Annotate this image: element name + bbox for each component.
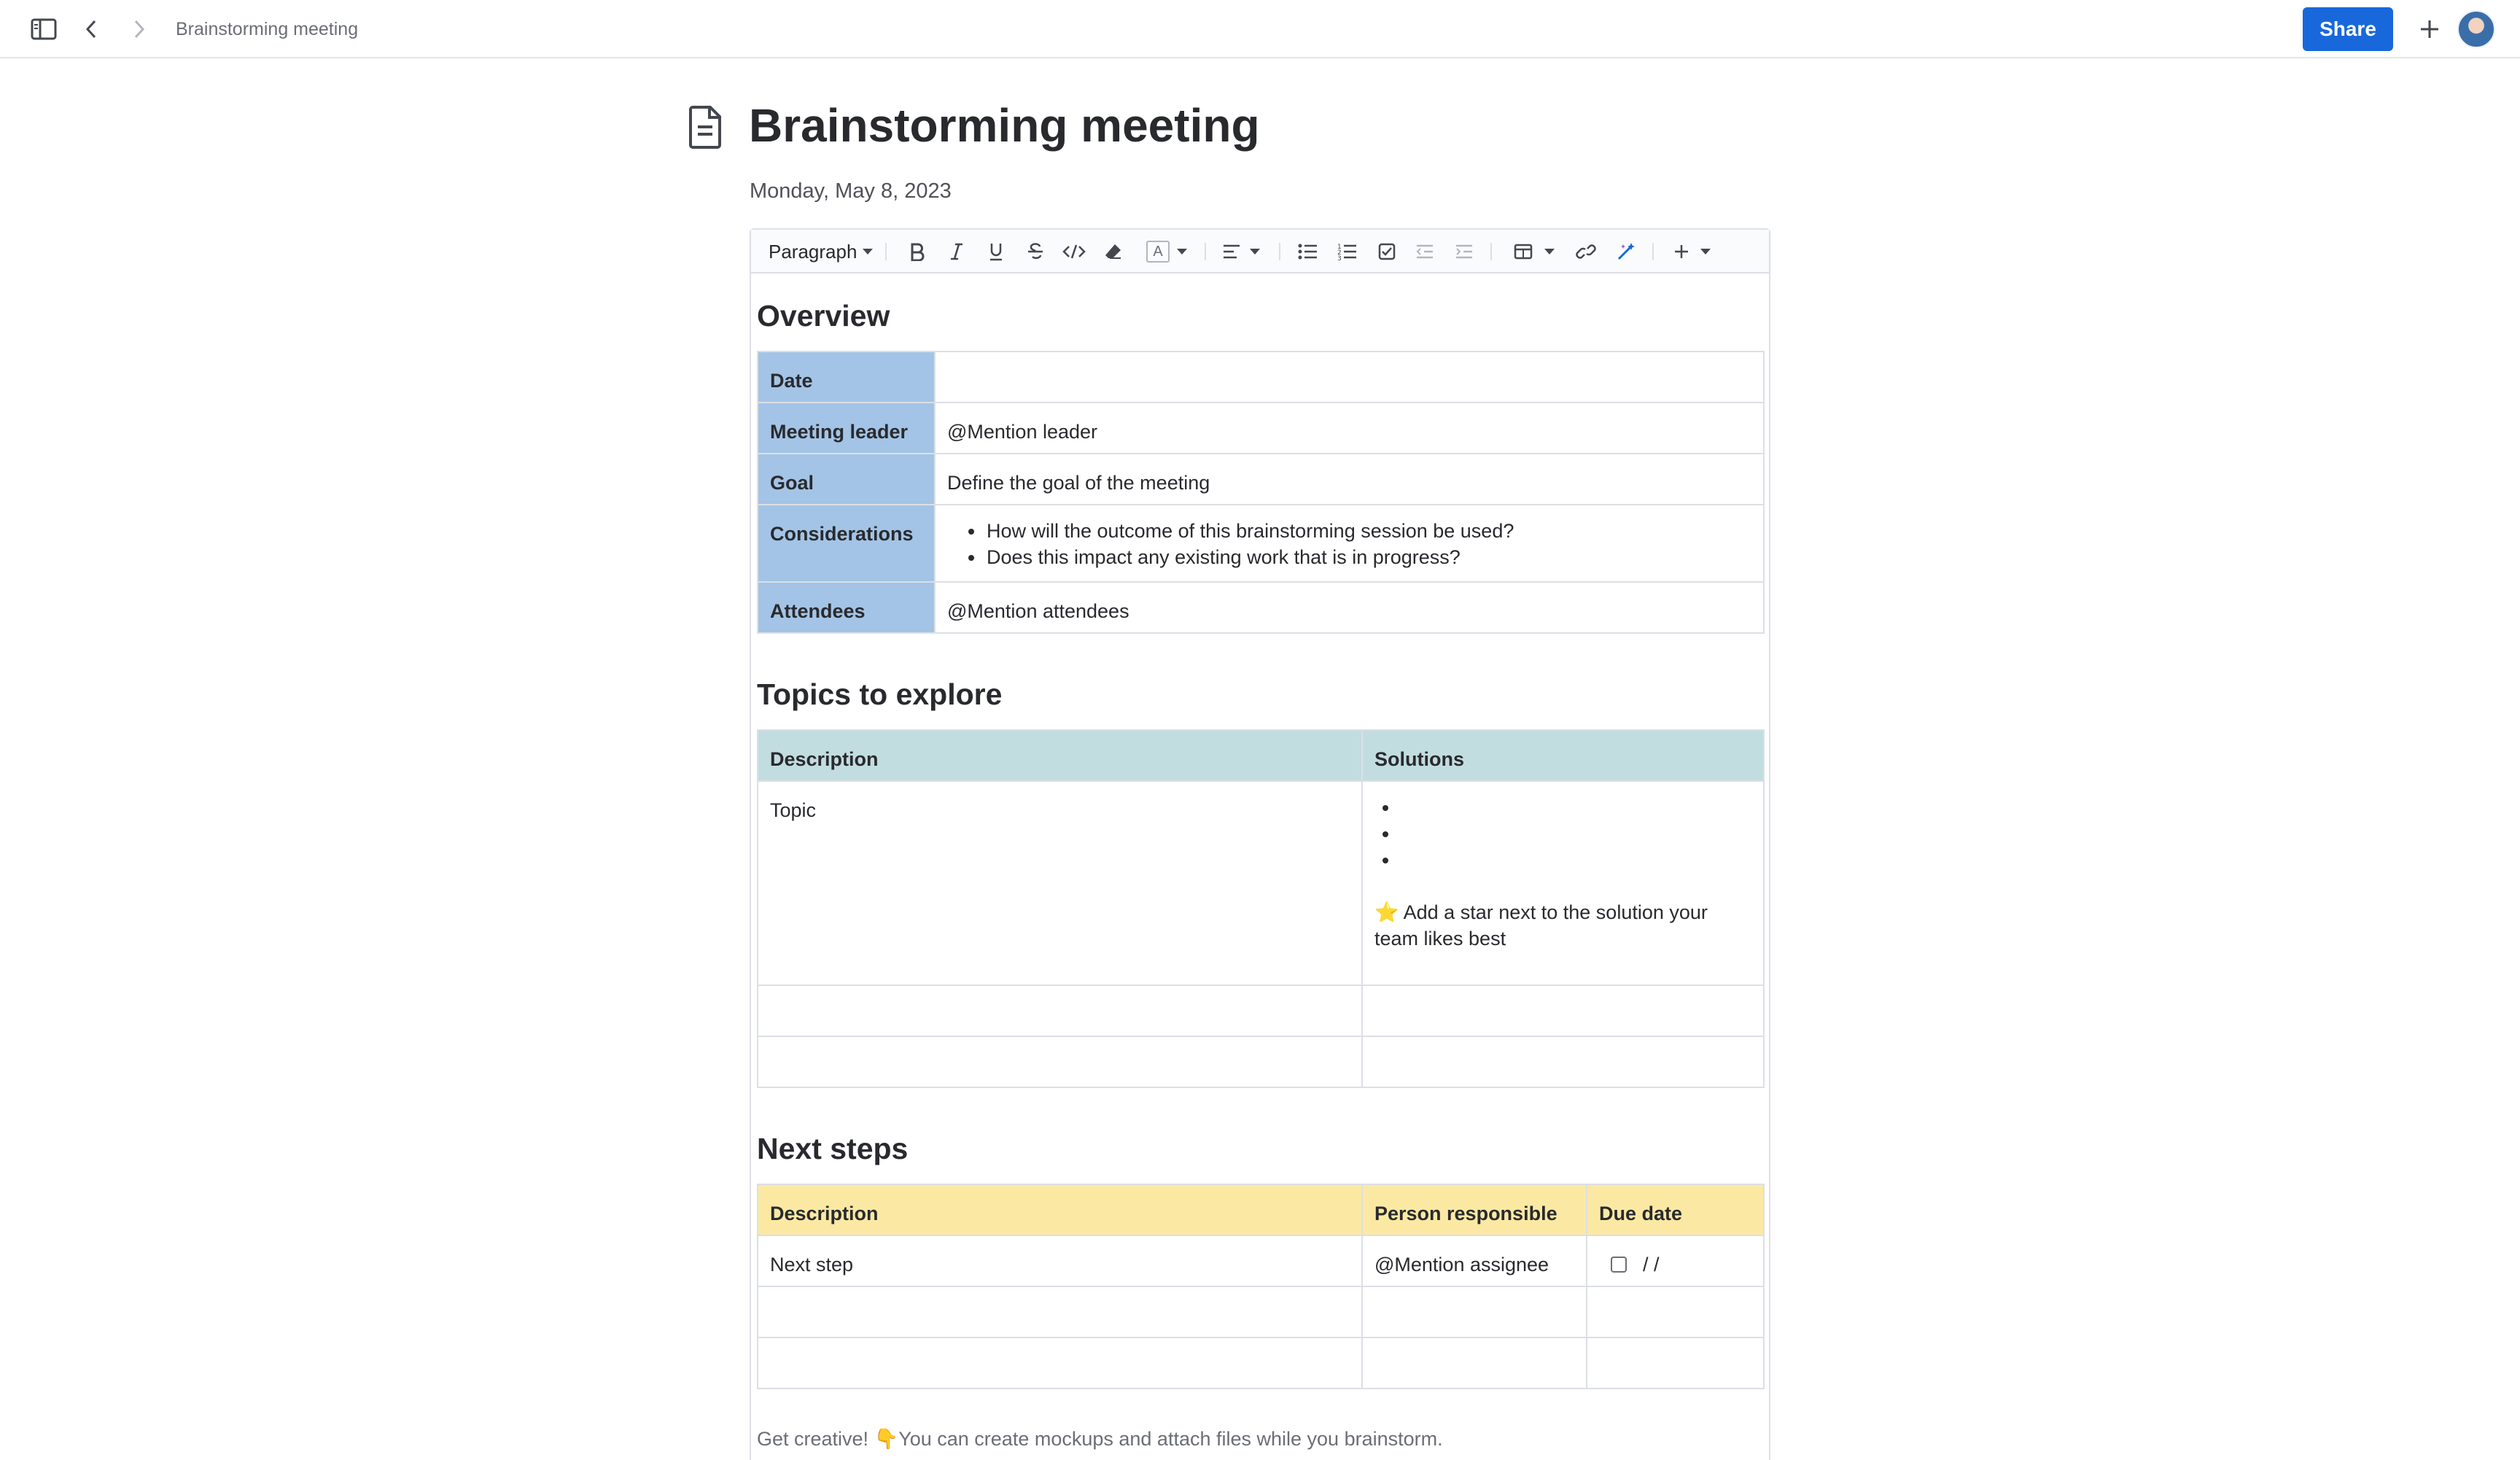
table-header-cell[interactable]: Goal	[758, 454, 935, 505]
table-cell[interactable]: @Mention attendees	[935, 582, 1764, 633]
table-icon	[1514, 244, 1533, 260]
text-color-swatch: A	[1146, 241, 1170, 263]
table-row	[758, 985, 1764, 1036]
table-cell[interactable]	[1362, 1337, 1587, 1389]
table-header-cell[interactable]: Due date	[1587, 1184, 1764, 1235]
table-row	[758, 505, 1764, 582]
table-cell[interactable]	[935, 352, 1764, 403]
page-date: Monday, May 8, 2023	[750, 179, 952, 203]
table-header-cell[interactable]: Solutions	[1362, 730, 1764, 781]
chevron-down-icon	[863, 248, 873, 255]
table-cell[interactable]	[758, 985, 1362, 1036]
topics-table	[757, 729, 1765, 1088]
table-header-cell[interactable]: Description	[758, 1184, 1362, 1235]
table-cell[interactable]	[1587, 1337, 1764, 1389]
table-cell[interactable]	[1362, 1286, 1587, 1337]
page-title[interactable]: Brainstorming meeting	[749, 99, 1260, 152]
chevron-down-icon	[1250, 248, 1260, 255]
toolbar-divider	[1205, 243, 1206, 260]
table-row	[758, 1235, 1764, 1286]
table-cell[interactable]: Next step	[758, 1235, 1362, 1286]
table-header-cell[interactable]: Considerations	[758, 505, 935, 582]
table-cell[interactable]	[1587, 1235, 1764, 1286]
table-header-cell[interactable]: Attendees	[758, 582, 935, 633]
link-icon[interactable]	[1574, 240, 1598, 263]
considerations-list	[947, 505, 1751, 570]
paragraph-style-label: Paragraph	[769, 241, 858, 263]
table-cell[interactable]: @Mention leader	[935, 403, 1764, 454]
toolbar-divider	[1652, 243, 1654, 260]
numbered-list-icon[interactable]	[1336, 240, 1359, 263]
table-cell[interactable]	[1362, 781, 1764, 985]
table-row	[758, 582, 1764, 633]
star-note: ⭐ Add a star next to the solution your team likes best	[1374, 901, 1708, 950]
table-cell[interactable]	[1362, 1036, 1764, 1087]
svg-text:3: 3	[1337, 255, 1342, 260]
next-steps-heading[interactable]: Next steps	[757, 1132, 909, 1165]
alignment-dropdown[interactable]	[1218, 240, 1264, 263]
top-bar	[0, 0, 2520, 58]
align-left-icon	[1222, 244, 1241, 260]
chevron-down-icon	[1544, 248, 1555, 255]
toolbar-divider	[1490, 243, 1492, 260]
toolbar-divider	[1279, 243, 1280, 260]
table-row	[758, 454, 1764, 505]
footer-note[interactable]: Get creative! 👇You can create mockups and attach files while you brainstorm.	[757, 1428, 1443, 1450]
table-header-cell[interactable]: Person responsible	[1362, 1184, 1587, 1235]
list-item[interactable]	[1399, 820, 1751, 847]
clear-formatting-icon[interactable]	[1101, 240, 1124, 263]
plus-icon	[1673, 243, 1690, 260]
table-row	[758, 352, 1764, 403]
due-date-checkbox[interactable]	[1611, 1257, 1627, 1273]
list-item: • How will the outcome of this brainstorming session be used?	[985, 518, 1751, 544]
indent-icon[interactable]	[1452, 240, 1476, 263]
insert-dropdown[interactable]	[1668, 240, 1715, 263]
strikethrough-icon[interactable]	[1024, 240, 1047, 263]
due-date-value[interactable]: / /	[1643, 1254, 1660, 1275]
code-icon[interactable]	[1061, 240, 1087, 263]
chevron-down-icon	[1700, 248, 1711, 255]
overview-heading[interactable]: Overview	[757, 299, 890, 333]
table-cell[interactable]	[758, 1286, 1362, 1337]
chevron-down-icon	[1177, 248, 1187, 255]
svg-text:2: 2	[1337, 249, 1342, 257]
forward-icon[interactable]	[128, 15, 150, 44]
table-cell[interactable]	[1587, 1286, 1764, 1337]
table-row	[758, 1337, 1764, 1389]
list-item[interactable]	[1399, 794, 1751, 820]
table-cell[interactable]: Define the goal of the meeting	[935, 454, 1764, 505]
table-dropdown[interactable]	[1509, 240, 1559, 263]
table-row	[758, 403, 1764, 454]
table-row	[758, 1286, 1764, 1337]
table-cell[interactable]: Topic	[758, 781, 1362, 985]
bold-icon[interactable]	[906, 240, 929, 263]
outdent-icon[interactable]	[1413, 240, 1436, 263]
italic-icon[interactable]	[945, 240, 968, 263]
table-header-cell[interactable]: Date	[758, 352, 935, 403]
avatar[interactable]	[2457, 10, 2495, 48]
underline-icon[interactable]	[984, 240, 1008, 263]
table-cell[interactable]	[935, 505, 1764, 582]
svg-text:1: 1	[1337, 244, 1342, 251]
breadcrumb[interactable]: Brainstorming meeting	[176, 19, 359, 39]
back-icon[interactable]	[80, 15, 102, 44]
list-item: • Does this impact any existing work that is in progress?	[985, 544, 1751, 570]
table-row	[758, 1036, 1764, 1087]
table-row	[758, 730, 1764, 781]
table-cell[interactable]	[758, 1337, 1362, 1389]
bullet-list-icon[interactable]	[1296, 240, 1320, 263]
table-header-cell[interactable]: Description	[758, 730, 1362, 781]
share-button[interactable]: Share	[2303, 7, 2393, 51]
toolbar-divider	[885, 243, 887, 260]
next-steps-table	[757, 1184, 1765, 1389]
paragraph-style-dropdown[interactable]	[769, 240, 873, 263]
table-cell[interactable]	[758, 1036, 1362, 1087]
table-cell[interactable]	[1362, 985, 1764, 1036]
solutions-list	[1374, 782, 1751, 873]
table-row	[758, 781, 1764, 985]
task-checkbox-icon[interactable]	[1375, 240, 1399, 263]
table-header-cell[interactable]: Meeting leader	[758, 403, 935, 454]
add-icon[interactable]	[2415, 15, 2444, 44]
table-row	[758, 1184, 1764, 1235]
table-cell[interactable]: @Mention assignee	[1362, 1235, 1587, 1286]
star-emoji: ⭐	[1374, 901, 1399, 923]
editor-toolbar	[751, 230, 1769, 273]
ai-magic-icon[interactable]	[1614, 240, 1638, 263]
list-item[interactable]	[1399, 847, 1751, 873]
sidebar-toggle-icon[interactable]	[29, 15, 58, 44]
text-color-dropdown[interactable]	[1143, 240, 1190, 263]
point-down-emoji: 👇	[874, 1428, 899, 1450]
topics-heading[interactable]: Topics to explore	[757, 677, 1003, 711]
overview-table	[757, 351, 1765, 634]
page-document-icon	[688, 105, 723, 149]
